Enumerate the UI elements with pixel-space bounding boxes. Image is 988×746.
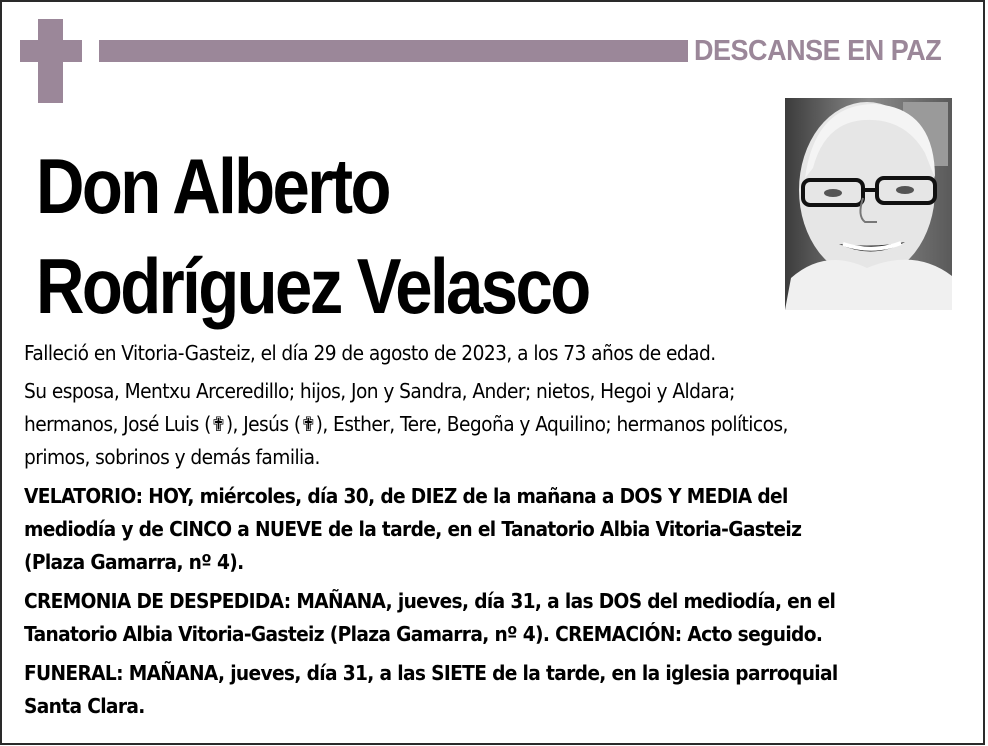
header-rule <box>99 40 688 62</box>
ceremonia-line: CREMONIA DE DESPEDIDA: MAÑANA, jueves, día 31, a las DOS del mediodía, en el <box>24 589 836 613</box>
deceased-name <box>36 136 589 336</box>
funeral-line: Santa Clara. <box>24 694 145 718</box>
portrait-image <box>785 98 952 310</box>
funeral-paragraph <box>24 657 963 723</box>
velatorio-line: VELATORIO: HOY, miércoles, día 30, de DIEZ de la mañana a DOS Y MEDIA del <box>24 484 788 508</box>
velatorio-line: (Plaza Gamarra, nº 4). <box>24 550 244 574</box>
funeral-line: FUNERAL: MAÑANA, jueves, día 31, a las SIETE de la tarde, en la iglesia parroquial <box>24 661 838 685</box>
velatorio-paragraph <box>24 480 963 579</box>
family-paragraph <box>24 375 963 474</box>
notice-body <box>24 337 964 729</box>
death-notice: Falleció en Vitoria-Gasteiz, el día 29 de agosto de 2023, a los 73 años de edad. <box>24 341 716 365</box>
ceremonia-line: Tanatorio Albia Vitoria-Gasteiz (Plaza Gamarra, nº 4). CREMACIÓN: Acto seguido. <box>24 622 823 646</box>
ceremonia-paragraph <box>24 585 963 651</box>
name-line-1: Don Alberto <box>36 142 389 230</box>
family-line: primos, sobrinos y demás familia. <box>24 445 320 469</box>
velatorio-line: mediodía y de CINCO a NUEVE de la tarde, en el Tanatorio Albia Vitoria-Gasteiz <box>24 517 802 541</box>
cross-icon-bar <box>20 40 82 62</box>
tagline: DESCANSE EN PAZ <box>694 35 942 67</box>
family-line: Su esposa, Mentxu Arceredillo; hijos, Jon y Sandra, Ander; nietos, Hegoi y Aldara; <box>24 379 735 403</box>
name-line-2: Rodríguez Velasco <box>36 242 589 330</box>
portrait-photo <box>785 98 952 310</box>
family-line: hermanos, José Luis (✟), Jesús (✟), Esther, Tere, Begoña y Aquilino; hermanos políticos, <box>24 412 788 436</box>
